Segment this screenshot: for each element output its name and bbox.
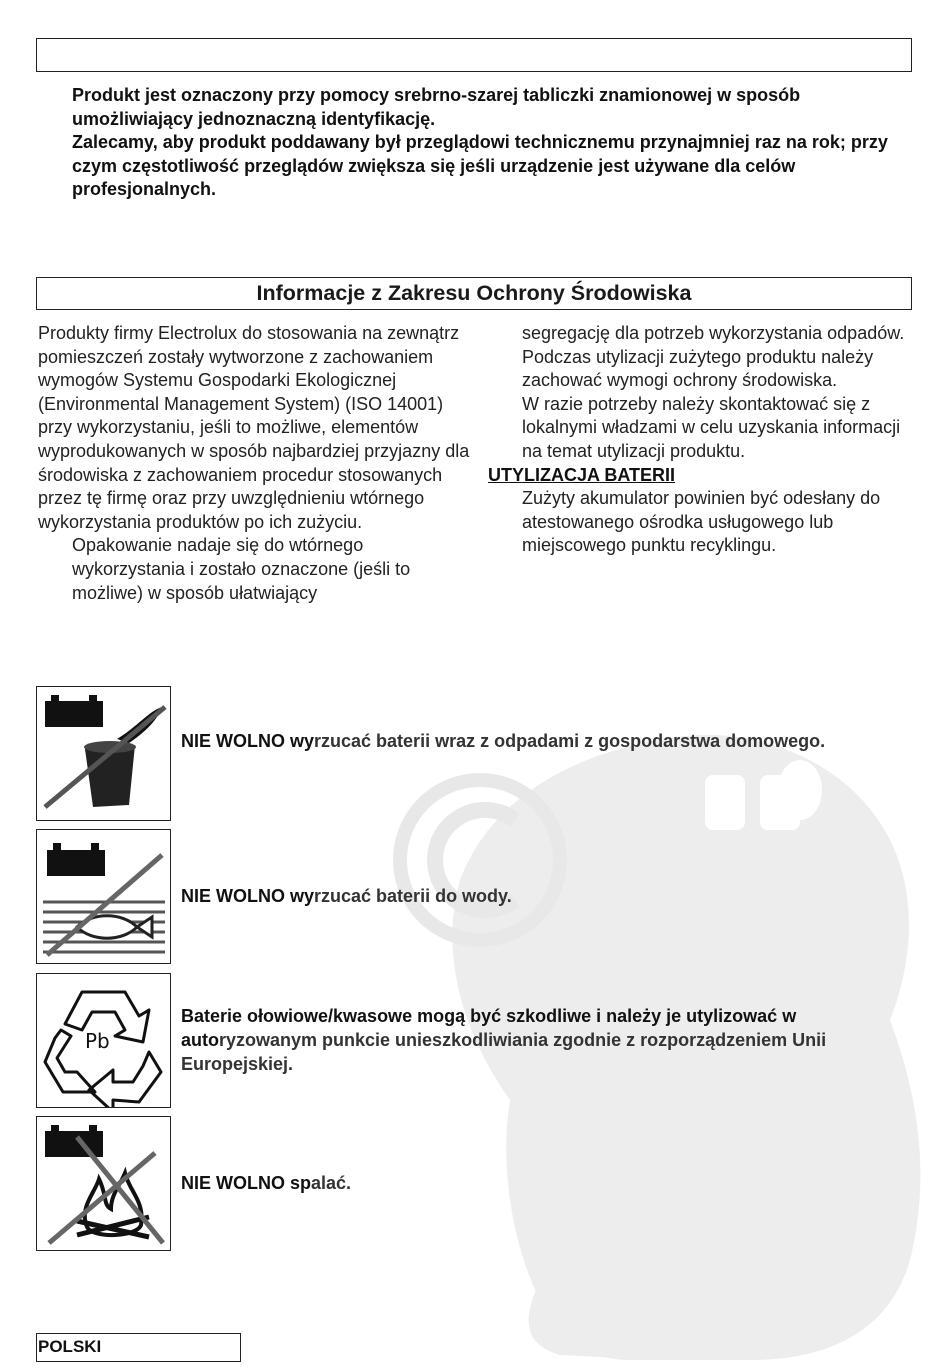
left-paragraph-1: Produkty firmy Electrolux do stosowania na zewnątrz pomieszczeń zostały wytworzone z zachowaniem wymogów Systemu Gospodarki Ekologicznej (Environmental Management System) (ISO 14001) przy wykorzystaniu, jeśli to możliwe, elementów wyprodukowanych w sposób najbardziej przyjazny dla środowiska z zachowaniem procedur stosowanych przez tę firmę oraz przy uwzględnieniu wtórnego wykorzystania produktów po ich zużyciu. [38, 323, 470, 532]
language-label: POLSKI [36, 1333, 241, 1362]
intro-paragraph-2: Zalecamy, aby produkt poddawany był przeglądowi technicznemu przynajmniej raz na rok; przy czym częstotliwość przeglądów zwiększa się jeśli urządzenie jest używane dla celów profesjonalnych. [72, 132, 888, 199]
warning-strong-recycle: Baterie ołowiowe/kwasowe mogą być szkodliwe i należy je utylizować w auto [181, 1006, 797, 1050]
warning-text-recycle [181, 1004, 901, 1076]
battery-heading: UTYLIZACJA BATERII [488, 464, 675, 485]
warning-strong-trash: NIE WOLNO wy [181, 731, 315, 751]
pb-recycle-icon [36, 973, 171, 1108]
warning-rest-trash: rzucać baterii wraz z odpadami z gospodarstwa domowego. [314, 731, 826, 751]
left-paragraph-2: Opakowanie nadaje się do wtórnego wykorzystania i zostało oznaczone (jeśli to możliwe) w sposób ułatwiający [72, 535, 411, 603]
right-column [488, 322, 918, 558]
warning-text-water [181, 884, 901, 908]
warning-strong-fire: NIE WOLNO sp [181, 1173, 311, 1193]
warning-rest-water: rzucać baterii do wody. [314, 886, 512, 906]
right-paragraph-1: segregację dla potrzeb wykorzystania odpadów. [522, 323, 905, 343]
right-paragraph-2: Podczas utylizacji zużytego produktu należy zachować wymogi ochrony środowiska. [522, 346, 874, 391]
warning-strong-water: NIE WOLNO wy [181, 886, 315, 906]
warning-text-trash [181, 729, 901, 753]
battery-fire-crossed-icon [36, 1116, 171, 1251]
intro-text [72, 84, 912, 202]
warning-rest-recycle: ryzowanym punkcie unieszkodliwiania zgodnie z rozporządzeniem Unii Europejskiej. [181, 1030, 827, 1074]
left-column [38, 322, 478, 605]
section-title: Informacje z Zakresu Ochrony Środowiska [36, 277, 912, 310]
intro-paragraph-1: Produkt jest oznaczony przy pomocy srebrno-szarej tabliczki znamionowej w sposób umożliwiający jednoznaczną identyfikację. [72, 85, 801, 129]
warning-rest-fire: alać. [311, 1173, 352, 1193]
battery-trash-crossed-icon [36, 686, 171, 821]
battery-water-crossed-icon [36, 829, 171, 964]
warning-text-fire [181, 1171, 901, 1195]
right-paragraph-4: Zużyty akumulator powinien być odesłany do atestowanego ośrodka usługowego lub miejscowego punktu recyklingu. [522, 488, 881, 556]
svg-text:Pb: Pb [85, 1029, 110, 1053]
header-frame [36, 38, 912, 72]
right-paragraph-3: W razie potrzeby należy skontaktować się z lokalnymi władzami w celu uzyskania informacji na temat utylizacji produktu. [522, 393, 901, 461]
